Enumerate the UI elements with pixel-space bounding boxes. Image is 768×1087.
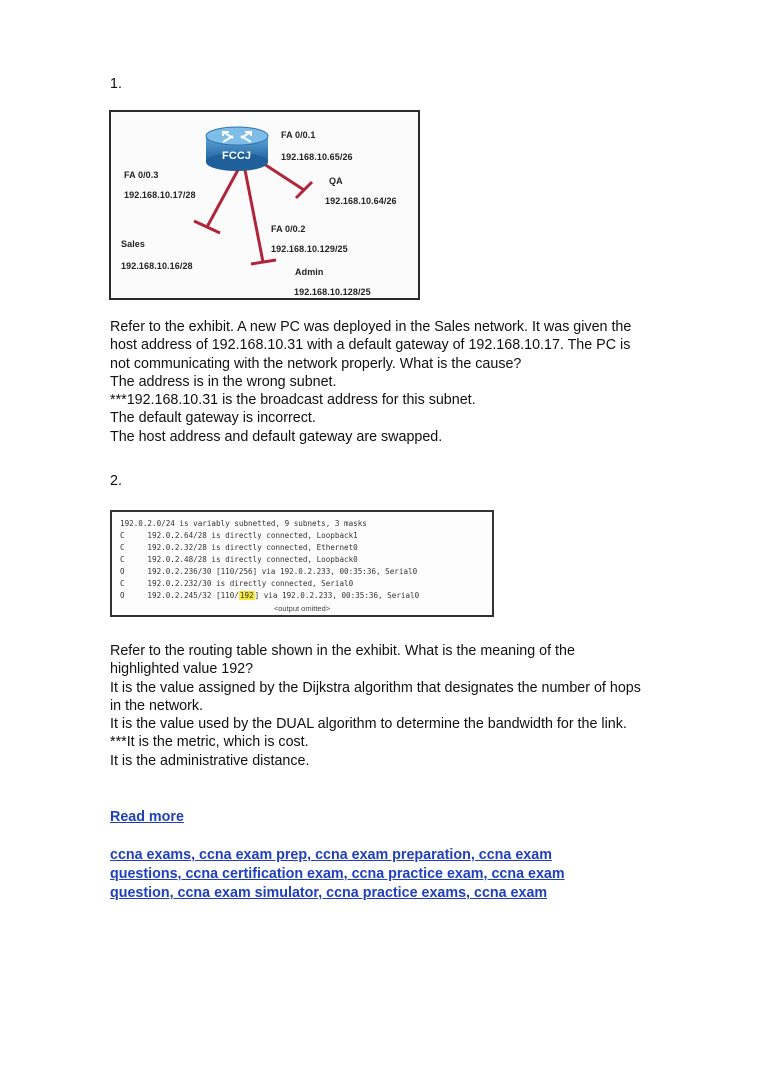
sales-network-label: 192.168.10.16/28	[121, 261, 193, 271]
tag-links-line-3: question, ccna exam simulator, ccna practice exams, ccna exam	[110, 885, 548, 901]
output-omitted-note: <output omitted>	[273, 604, 331, 613]
sales-stub	[194, 221, 220, 233]
question-2-line: Refer to the routing table shown in the exhibit. What is the meaning of the	[110, 643, 575, 659]
tag-link[interactable]: question	[110, 885, 170, 901]
tag-links-line-2: questions, ccna certification exam, ccna practice exam, ccna exam	[110, 866, 565, 882]
routing-line: C 192.0.2.232/30 is directly connected, Serial0	[120, 579, 354, 588]
answer-option: The host address and default gateway are swapped.	[110, 428, 443, 445]
tag-link[interactable]: questions	[110, 866, 178, 882]
network-diagram-exhibit	[109, 110, 420, 300]
routing-line: C 192.0.2.64/28 is directly connected, Loopback1	[120, 531, 358, 540]
fa01-ip-label: 192.168.10.65/26	[281, 152, 353, 162]
routing-line-highlighted	[120, 591, 419, 600]
question-2-text	[110, 642, 710, 770]
router-icon	[206, 127, 268, 171]
answer-option: The default gateway is incorrect.	[110, 410, 316, 427]
tag-link[interactable]: ccna exam preparation	[315, 847, 471, 863]
admin-stub	[251, 260, 276, 264]
qa-network-label: 192.168.10.64/26	[325, 196, 397, 206]
routing-line-prefix: O 192.0.2.245/32 [110/	[120, 591, 239, 600]
tag-link[interactable]: ccna exam simulator	[177, 885, 319, 901]
tag-links-line-1: ccna exams, ccna exam prep, ccna exam preparation, ccna exam	[110, 847, 552, 863]
routing-line-suffix: ] via 192.0.2.233, 00:35:36, Serial0	[254, 591, 420, 600]
answer-option: It is the value used by the DUAL algorithm to determine the bandwidth for the link.	[110, 716, 627, 733]
fa02-label: FA 0/0.2	[271, 224, 306, 234]
fa03-label: FA 0/0.3	[124, 170, 159, 180]
fa02-ip-label: 192.168.10.129/25	[271, 244, 348, 254]
routing-table-exhibit	[110, 510, 494, 617]
tag-link[interactable]: ccna exams	[110, 847, 192, 863]
answer-option: The address is in the wrong subnet.	[110, 373, 337, 390]
router-label: FCCJ	[222, 150, 252, 162]
fa01-label: FA 0/0.1	[281, 130, 316, 140]
question-1-line: host address of 192.168.10.31 with a default gateway of 192.168.10.17. The PC is	[110, 337, 631, 354]
tag-link[interactable]: ccna exam	[478, 847, 552, 863]
answer-option-continued: in the network.	[110, 697, 203, 714]
fa03-ip-label: 192.168.10.17/28	[124, 190, 196, 200]
routing-line: C 192.0.2.48/28 is directly connected, Loopback0	[120, 555, 358, 564]
admin-network-label: 192.168.10.128/25	[294, 287, 371, 297]
question-2-number: 2.	[110, 473, 122, 489]
highlighted-metric: 192	[239, 591, 254, 600]
answer-option: It is the administrative distance.	[110, 752, 310, 769]
tag-link[interactable]: ccna exam	[474, 885, 548, 901]
question-1-text	[110, 318, 710, 446]
routing-line: C 192.0.2.32/28 is directly connected, Ethernet0	[120, 543, 358, 552]
qa-stub	[296, 182, 312, 198]
answer-option-correct: ***It is the metric, which is cost.	[110, 734, 309, 751]
question-1-line: Refer to the exhibit. A new PC was deployed in the Sales network. It was given the	[110, 319, 632, 335]
tag-link[interactable]: ccna exam prep	[199, 847, 308, 863]
question-1-line: not communicating with the network properly. What is the cause?	[110, 355, 522, 372]
question-2-line: highlighted value 192?	[110, 661, 254, 678]
read-more-link[interactable]: Read more	[110, 809, 184, 825]
tag-link[interactable]: ccna practice exam	[351, 866, 484, 882]
link-to-qa	[261, 162, 304, 190]
answer-option-correct: ***192.168.10.31 is the broadcast address for this subnet.	[110, 392, 476, 409]
answer-option: It is the value assigned by the Dijkstra algorithm that designates the number of hops	[110, 679, 641, 696]
admin-label: Admin	[295, 267, 324, 277]
tag-link[interactable]: ccna practice exams	[326, 885, 467, 901]
link-to-sales	[207, 168, 239, 227]
sales-label: Sales	[121, 239, 146, 249]
qa-label: QA	[329, 176, 343, 186]
tag-link[interactable]: ccna certification exam	[185, 866, 344, 882]
link-to-admin	[245, 170, 263, 262]
tag-link[interactable]: ccna exam	[491, 866, 565, 882]
network-topology-drawing	[111, 112, 422, 302]
routing-line: 192.0.2.0/24 is variably subnetted, 9 subnets, 3 masks	[120, 519, 367, 528]
question-1-number: 1.	[110, 76, 122, 92]
routing-line: O 192.0.2.236/30 [110/256] via 192.0.2.233, 00:35:36, Serial0	[120, 567, 418, 576]
